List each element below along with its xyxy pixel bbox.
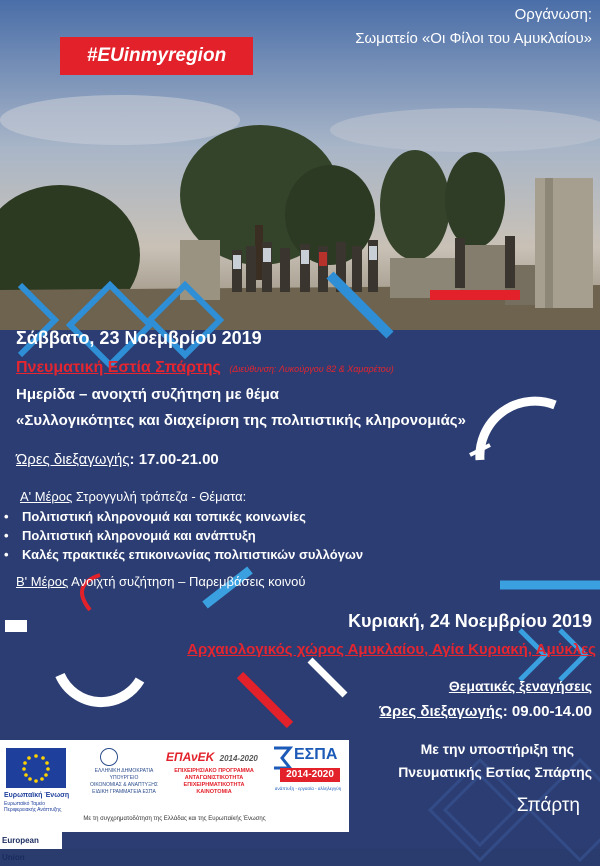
ministry-line2: ΥΠΟΥΡΓΕΙΟ bbox=[109, 775, 139, 781]
day1-part-b bbox=[16, 574, 305, 589]
epanek-title: ΕΠΑνΕΚ bbox=[166, 750, 215, 764]
hashtag-badge: #EUinmyregion bbox=[60, 37, 253, 75]
eu-label: Ευρωπαϊκή Ένωση bbox=[4, 792, 70, 799]
ministry-line4: ΕΙΔΙΚΗ ΓΡΑΜΜΑΤΕΙΑ ΕΣΠΑ bbox=[92, 789, 156, 795]
epanek-sub3: ΕΠΙΧΕΙΡΗΜΑΤΙΚΟΤΗΤΑ bbox=[183, 782, 245, 788]
footer-eu: European Union bbox=[0, 832, 62, 849]
list-item: • Καλές πρακτικές επικοινωνίας πολιτιστικών συλλόγων bbox=[0, 545, 363, 564]
greek-emblem-icon bbox=[100, 748, 118, 766]
epanek-sub bbox=[162, 768, 266, 796]
day1-event-title: «Συλλογικότητες και διαχείριση της πολιτιστικής κληρονομιάς» bbox=[16, 412, 466, 429]
day1-event-line: Ημερίδα – ανοιχτή συζήτηση με θέμα bbox=[16, 386, 280, 403]
eu-flag-icon bbox=[6, 748, 66, 788]
support-line2: Πνευματικής Εστίας Σπάρτης bbox=[398, 764, 592, 780]
list-item: • Πολιτιστική κληρονομιά και ανάπτυξη bbox=[0, 526, 363, 545]
eu-sub: Ευρωπαϊκό Ταμείο Περιφερειακής Ανάπτυξης bbox=[4, 801, 62, 813]
logos-strip bbox=[0, 740, 349, 832]
list-item: • Πολιτιστική κληρονομιά και τοπικές κοινωνίες bbox=[0, 507, 363, 526]
day1-venue: Πνευματική Εστία Σπάρτης bbox=[16, 359, 221, 376]
day1-date: Σάββατο, 23 Νοεμβρίου 2019 bbox=[16, 328, 262, 348]
cofinance-note: Με τη συγχρηματοδότηση της Ελλάδας και της Ευρωπαϊκής Ένωσης bbox=[83, 816, 266, 822]
organizer-name: Σωματείο «Οι Φίλοι του Αμυκλαίου» bbox=[355, 30, 592, 47]
epanek-years: 2014-2020 bbox=[219, 754, 258, 763]
espa-logo bbox=[272, 746, 344, 804]
part-b-label: Β' Μέρος bbox=[16, 574, 69, 589]
day1-hours-label: Ώρες διεξαγωγής bbox=[16, 451, 130, 468]
day1-hours bbox=[16, 451, 219, 468]
day2-hours-label: Ώρες διεξαγωγής bbox=[379, 703, 503, 720]
day2-venue: Αρχαιολογικός χώρος Αμυκλαίου, Αγία Κυριακή, Αμύκλες bbox=[187, 641, 596, 658]
epanek-sub1: ΕΠΙΧΕΙΡΗΣΙΑΚΟ ΠΡΟΓΡΑΜΜΑ bbox=[174, 768, 254, 774]
topics-list bbox=[0, 507, 363, 564]
organizer-label: Οργάνωση: bbox=[514, 6, 592, 23]
espa-tagline: ανάπτυξη - εργασία - αλληλεγγύη bbox=[274, 786, 342, 791]
city-name: Σπάρτη bbox=[516, 795, 580, 816]
day2-date: Κυριακή, 24 Νοεμβρίου 2019 bbox=[348, 611, 592, 631]
day2-tours: Θεματικές ξεναγήσεις bbox=[448, 678, 592, 694]
day2-hours-value: : 09.00-14.00 bbox=[502, 703, 592, 720]
day1-address: (Διεύθυνση: Λυκούργου 82 & Χαμαρέτου) bbox=[229, 364, 394, 374]
espa-symbol-icon bbox=[272, 746, 292, 770]
ministry-line1: ΕΛΛΗΝΙΚΗ ΔΗΜΟΚΡΑΤΙΑ bbox=[94, 768, 154, 774]
part-a-label: Α' Μέρος bbox=[20, 489, 73, 504]
day1-part-a bbox=[20, 489, 246, 504]
part-b-text: Ανοιχτή συζήτηση – Παρεμβάσεις κοινού bbox=[68, 574, 306, 589]
day1-venue-line bbox=[16, 359, 394, 377]
epanek-sub2: ΑΝΤΑΓΩΝΙΣΤΙΚΟΤΗΤΑ bbox=[184, 775, 244, 781]
part-a-text: Στρογγυλή τράπεζα - Θέματα: bbox=[72, 489, 247, 504]
day1-hours-value: : 17.00-21.00 bbox=[129, 451, 219, 468]
ministry-line3: ΟΙΚΟΝΟΜΙΑΣ & ΑΝΑΠΤΥΞΗΣ bbox=[90, 782, 158, 788]
epanek-logo bbox=[166, 750, 258, 764]
ministry-block bbox=[84, 768, 164, 796]
epanek-sub4: ΚΑΙΝΟΤΟΜΙΑ bbox=[196, 789, 232, 795]
support-line1: Με την υποστήριξη της bbox=[420, 741, 574, 757]
espa-title: ΕΣΠΑ bbox=[294, 746, 338, 763]
espa-years: 2014-2020 bbox=[280, 768, 340, 782]
day2-hours bbox=[379, 703, 592, 720]
